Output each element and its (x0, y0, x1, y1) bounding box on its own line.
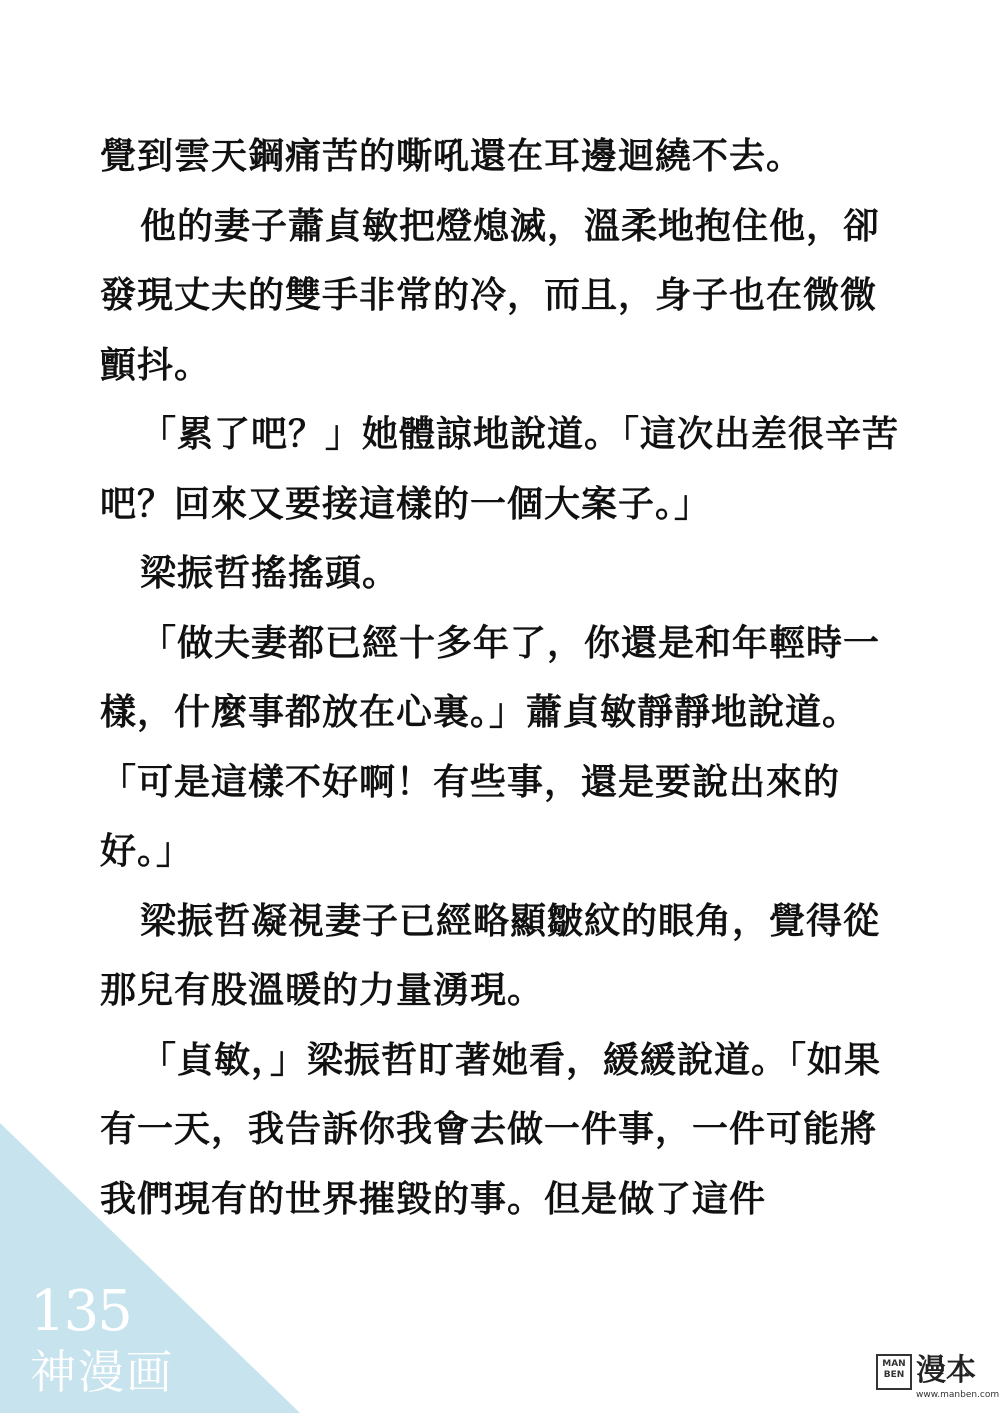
logo-name: 漫本 (916, 1353, 976, 1388)
paragraph: 他的妻子蕭貞敏把燈熄滅，溫柔地抱住他，卻發現丈夫的雙手非常的冷，而且，身子也在微微顫抖。 (100, 205, 881, 386)
paragraph: 「累了吧？」她體諒地說道。「這次出差很辛苦吧？回來又要接這樣的一個大案子。」 (100, 414, 900, 525)
manben-logo (876, 1352, 1000, 1402)
page-number: 135 (30, 1279, 131, 1344)
paragraph: 覺到雲天鋼痛苦的嘶吼還在耳邊迴繞不去。 (100, 136, 804, 177)
paragraph: 梁振哲凝視妻子已經略顯皺紋的眼角，覺得從那兒有股溫暖的力量湧現。 (100, 900, 881, 1011)
paragraph: 「做夫妻都已經十多年了，你還是和年輕時一樣，什麼事都放在心裏。」蕭貞敏靜靜地說道。「可是這樣不好啊！有些事，還是要說出來的好。」 (100, 622, 881, 872)
paragraph: 「貞敏，」梁振哲盯著她看，緩緩說道。「如果有一天，我告訴你我會去做一件事，一件可能將我們現有的世界摧毀的事。但是做了這件 (100, 1039, 882, 1220)
logo-box: MAN BEN (876, 1354, 912, 1390)
body-text (100, 122, 910, 1234)
paragraph: 梁振哲搖搖頭。 (140, 553, 400, 594)
logo-url: www.manben.com (916, 1390, 1000, 1400)
watermark-text: 神漫画 (30, 1345, 174, 1399)
